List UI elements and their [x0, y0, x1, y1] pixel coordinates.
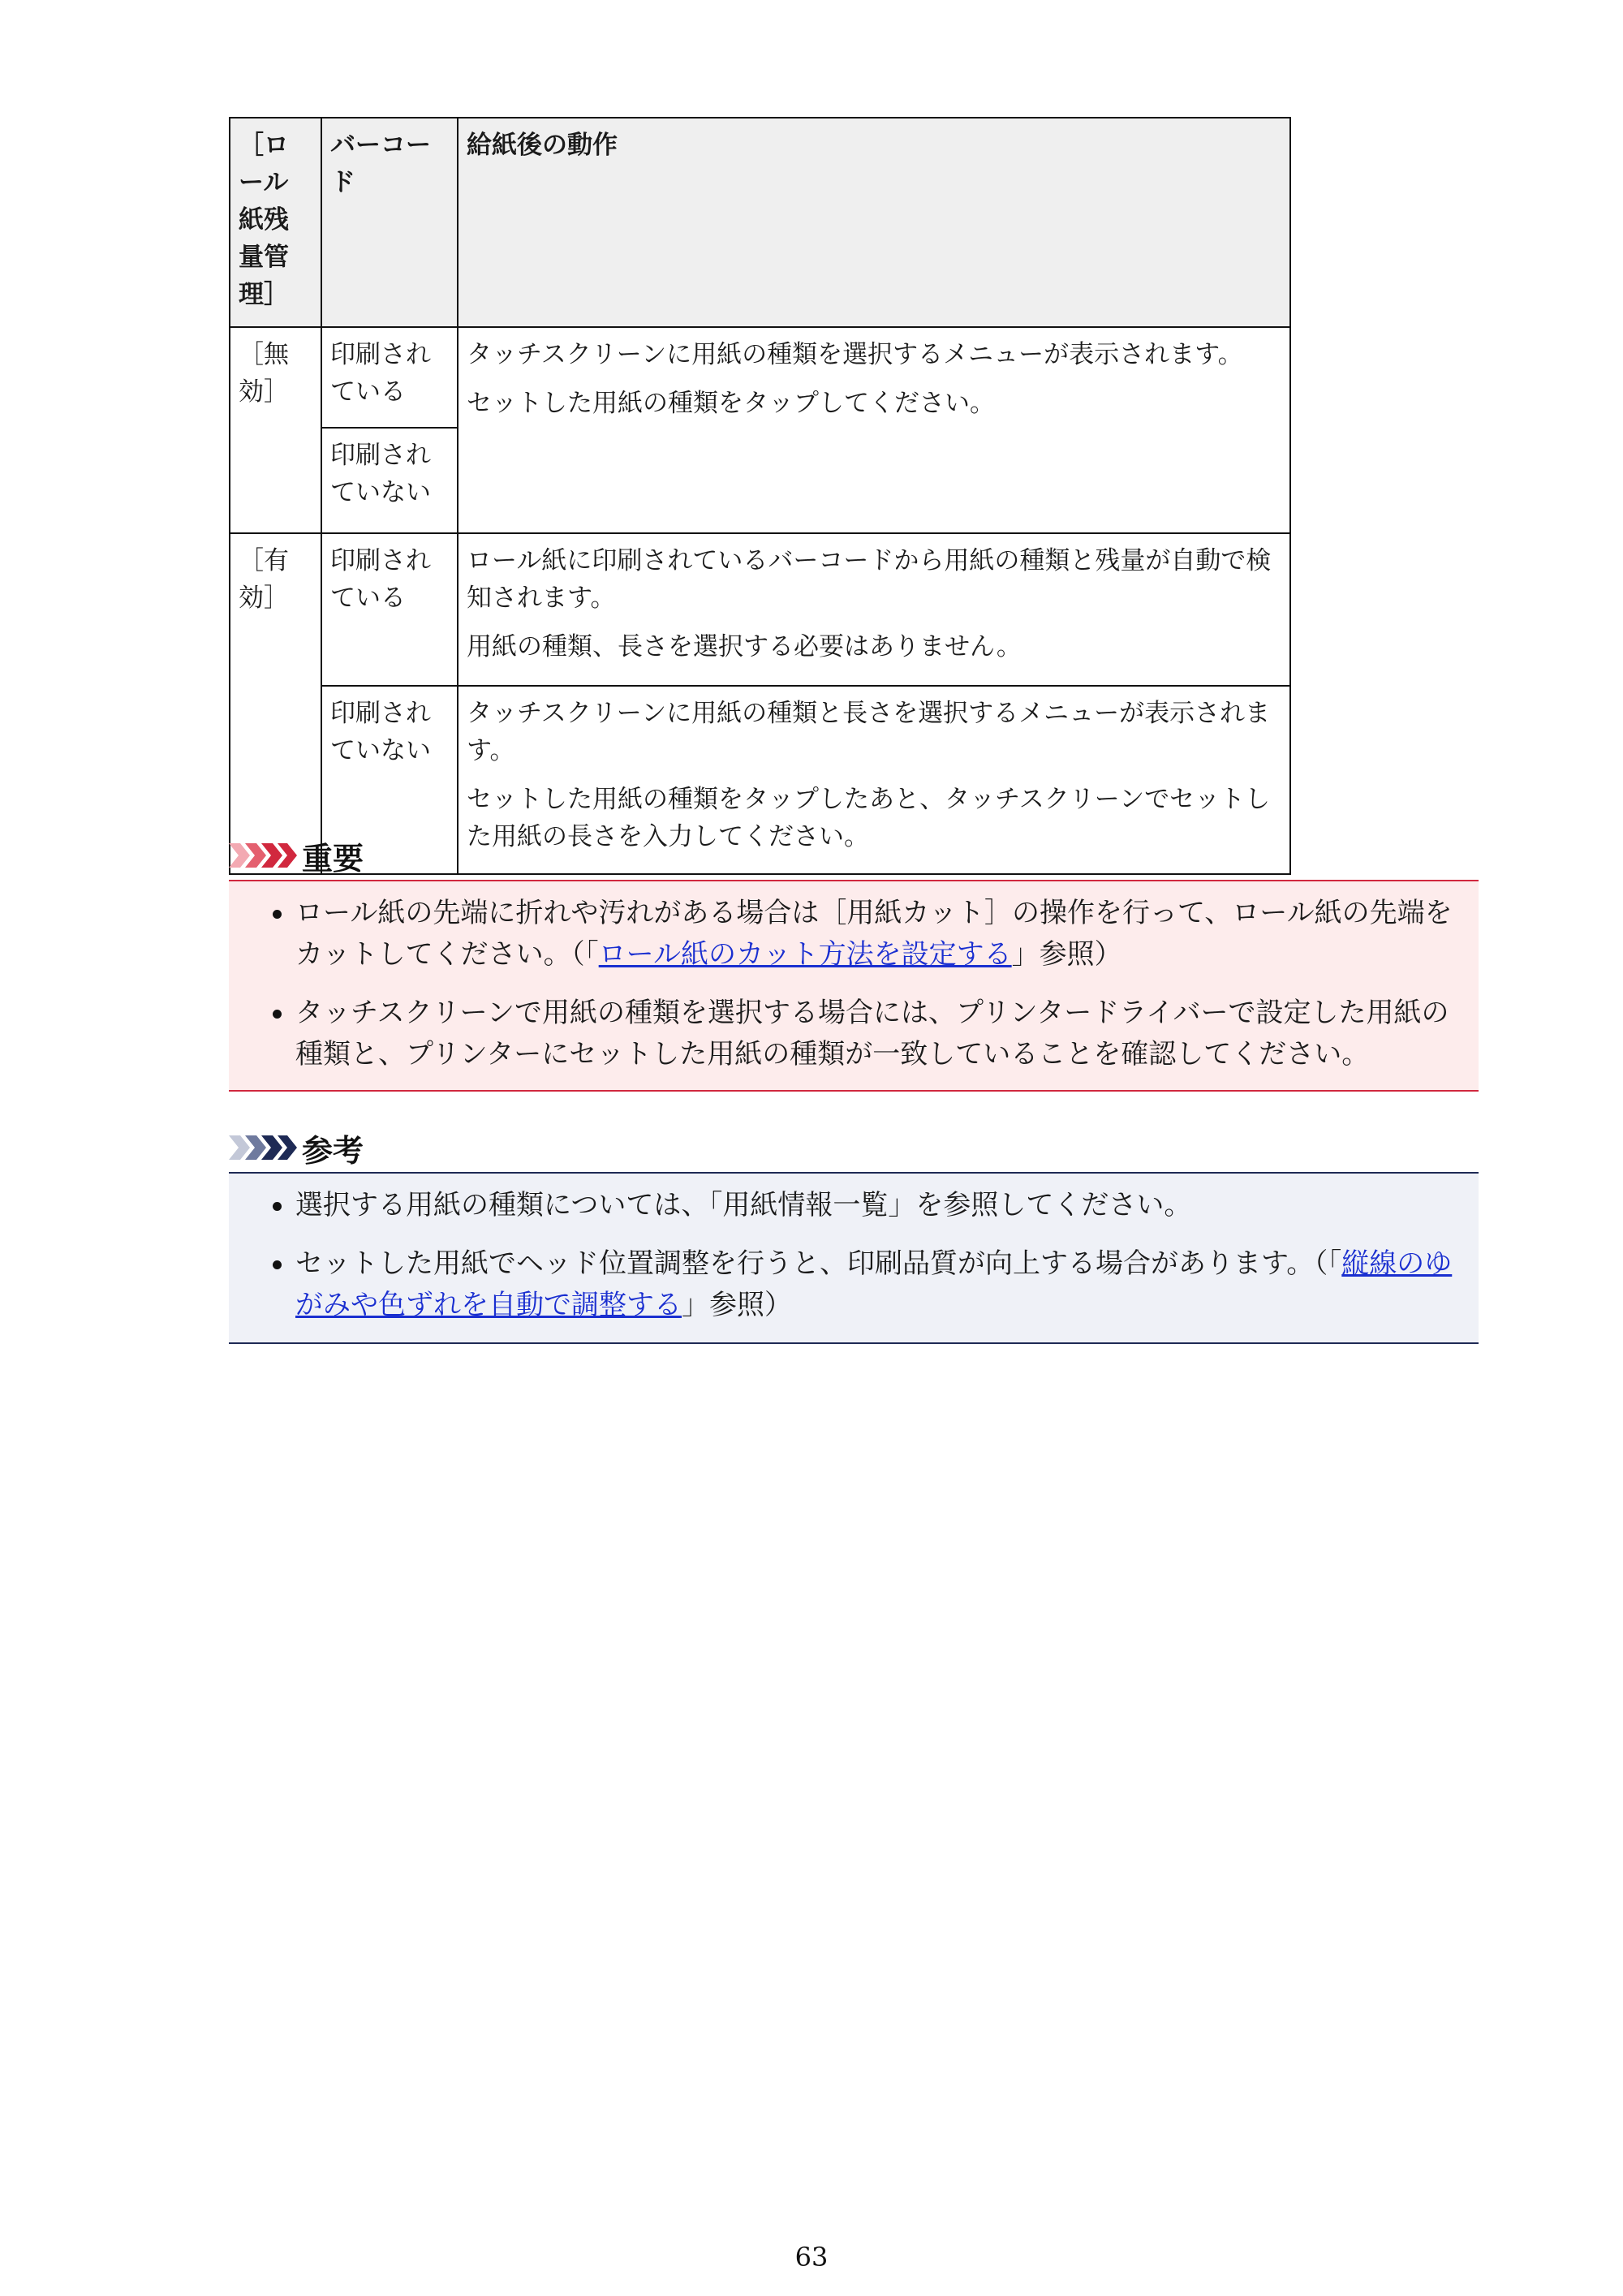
action-cell — [458, 686, 1290, 874]
action-text: タッチスクリーンに用紙の種類と長さを選択するメニューが表示されます。 — [467, 699, 1271, 765]
item-text: タッチスクリーンで用紙の種類を選択する場合には、プリンタードライバーで設定した用紙の種類と、プリンターにセットした用紙の種類が一致していることを確認してください。 — [295, 997, 1449, 1070]
important-chevron-icon — [229, 843, 297, 868]
table-row — [230, 327, 1290, 428]
header-roll-remaining: ［ロール紙残量管理］ — [230, 118, 321, 327]
bullet-icon — [273, 1202, 282, 1211]
setting-cell: ［無効］ — [230, 327, 321, 533]
reference-title: 参考 — [302, 1132, 364, 1169]
bullet-icon — [273, 1010, 282, 1019]
settings-table — [229, 117, 1291, 875]
header-barcode: バーコード — [321, 118, 458, 327]
action-text: セットした用紙の種類をタップしたあと、タッチスクリーンでセットした用紙の長さを入力してください。 — [467, 785, 1271, 851]
table-header-row — [230, 118, 1290, 327]
table-row — [230, 533, 1290, 686]
action-text: タッチスクリーンに用紙の種類を選択するメニューが表示されます。 — [467, 340, 1243, 369]
barcode-cell: 印刷されていない — [321, 428, 458, 533]
table-row — [230, 686, 1290, 874]
setting-cell: ［有効］ — [230, 533, 321, 874]
page-number: 63 — [794, 2242, 829, 2272]
important-heading — [229, 836, 364, 875]
item-text: 」参照） — [682, 1289, 792, 1321]
important-title: 重要 — [302, 840, 364, 877]
action-text: ロール紙に印刷されているバーコードから用紙の種類と残量が自動で検知されます。 — [467, 546, 1272, 613]
reference-box — [229, 1172, 1479, 1344]
reference-chevron-icon — [229, 1135, 297, 1160]
barcode-cell: 印刷されている — [321, 327, 458, 428]
list-item — [250, 1243, 1457, 1326]
item-text: ロール紙の先端に折れや汚れがある場合は［用紙カット］の操作を行って、ロール紙の先端をカットしてください。（「 — [295, 897, 1453, 971]
bullet-icon — [273, 910, 282, 919]
action-cell — [458, 327, 1290, 533]
reference-heading — [229, 1128, 364, 1167]
link-roll-cut-method[interactable]: ロール紙のカット方法を設定する — [598, 938, 1012, 971]
item-text: 」参照） — [1011, 938, 1122, 971]
header-action-after-feed: 給紙後の動作 — [458, 118, 1290, 327]
list-item — [250, 893, 1457, 976]
item-text: セットした用紙でヘッド位置調整を行うと、印刷品質が向上する場合があります。（「 — [295, 1247, 1342, 1280]
list-item — [250, 993, 1457, 1075]
list-item — [250, 1185, 1457, 1226]
barcode-cell: 印刷されている — [321, 533, 458, 686]
action-cell — [458, 533, 1290, 686]
barcode-cell: 印刷されていない — [321, 686, 458, 874]
bullet-icon — [273, 1260, 282, 1269]
item-text: 選択する用紙の種類については、「用紙情報一覧」を参照してください。 — [295, 1189, 1192, 1221]
important-box — [229, 880, 1479, 1092]
action-text: 用紙の種類、長さを選択する必要はありません。 — [467, 632, 1022, 661]
link-auto-alignment[interactable]: 縦線のゆがみや色ずれを自動で調整する — [295, 1247, 1453, 1321]
action-text: セットした用紙の種類をタップしてください。 — [467, 389, 995, 418]
